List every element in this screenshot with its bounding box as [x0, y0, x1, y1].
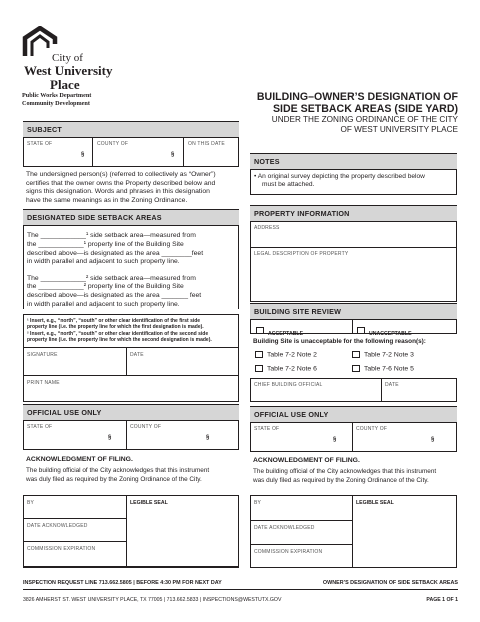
reason-option[interactable]: Table 7-2 Note 2 [255, 351, 317, 358]
designation-2: The ____________² side setback area—measured from the ____________² property line of the Building Site described above—is designated as the area _______ feet in width parallel and adjacent to such property line. [27, 274, 202, 308]
section-mark: § [171, 152, 175, 158]
section-mark: § [333, 437, 337, 443]
city-logo [22, 26, 117, 96]
designated-header: DESIGNATED SIDE SETBACK AREAS [23, 209, 239, 226]
right-column [250, 153, 457, 568]
section-mark: § [81, 152, 85, 158]
acceptable-option[interactable]: ACCEPTABLE [256, 322, 303, 340]
review-header: BUILDING SITE REVIEW [250, 303, 457, 320]
unacceptable-option[interactable]: UNACCEPTABLE [357, 322, 412, 340]
property-header: PROPERTY INFORMATION [250, 205, 457, 222]
footer-address: 3826 AMHERST ST. WEST UNIVERSITY PLACE, TX 77005 | 713.662.5833 | INSPECTIONS@WESTUTX.GOV [23, 597, 282, 603]
signature-row: SIGNATURE DATE [23, 348, 239, 376]
official-left-header: OFFICIAL USE ONLY [23, 404, 239, 421]
reason-checkbox[interactable] [255, 351, 263, 358]
subject-fields: STATE OF COUNTY OF ON THIS DATE § § [23, 138, 239, 167]
footer-bold-left: INSPECTION REQUEST LINE 713.662.5805 | BEFORE 4:30 PM FOR NEXT DAY [23, 580, 222, 586]
official-left-sign-block: BY LEGIBLE SEAL DATE ACKNOWLEDGED COMMISSION EXPIRATION [23, 495, 239, 567]
bullet: • [254, 173, 258, 180]
official-right-ack: ACKNOWLEDGMENT OF FILING. The building official of the City acknowledges that this instrument was duly filed as required by the Zoning Ordinance of the City. [253, 457, 437, 484]
left-column [23, 121, 239, 568]
review-accept-row [250, 320, 457, 337]
reason-option[interactable]: Table 7-2 Note 6 [255, 365, 317, 372]
official-left-ack: ACKNOWLEDGMENT OF FILING. The building official of the City acknowledges that this instrument was duly filed as required by the Zoning Ordinance of the City. [26, 456, 210, 483]
notes-header: NOTES [250, 153, 457, 170]
reasons: Building Site is unacceptable for the following reason(s): Table 7-2 Note 2 Table 7-2 Note 3 Table 7-2 Note 6 Table 7-6 Note 5 [253, 338, 426, 373]
designation-1: The ____________¹ side setback area—measured from the ____________¹ property line of the Building Site described above—is designated as the area ________feet in width parallel and adjacent to such property line. [27, 232, 204, 266]
reason-checkbox[interactable] [352, 351, 360, 358]
reason-option[interactable]: Table 7-2 Note 3 [352, 351, 414, 358]
logo-line2: West University [24, 63, 113, 78]
logo-line1: City of [52, 52, 83, 64]
reason-checkbox[interactable] [255, 365, 263, 372]
reason-option[interactable]: Table 7-6 Note 5 [352, 365, 414, 372]
chief-row: CHIEF BUILDING OFFICIAL DATE [250, 378, 457, 402]
notes-body: • An original survey depicting the property described below must be attached. [250, 170, 457, 195]
section-mark: § [431, 437, 435, 443]
logo-line3: Place [50, 77, 80, 92]
legal-description-field[interactable]: LEGAL DESCRIPTION OF PROPERTY [250, 248, 457, 302]
designated-body [23, 226, 239, 309]
footer-divider [23, 589, 458, 590]
page-title: BUILDING–OWNER’S DESIGNATION OF SIDE SETBACK AREAS (SIDE YARD) UNDER THE ZONING ORDINANCE OF THE CITY OF WEST UNIVERSITY PLACE [256, 91, 458, 134]
official-left-fields: STATE OF COUNTY OF § § [23, 421, 239, 450]
subject-header: SUBJECT [23, 121, 239, 138]
footer-bold-right: OWNER’S DESIGNATION OF SIDE SETBACK AREAS [322, 580, 458, 586]
reason-checkbox[interactable] [352, 365, 360, 372]
official-right-sign-block: BY LEGIBLE SEAL DATE ACKNOWLEDGED COMMISSION EXPIRATION [250, 495, 457, 568]
print-name-row: PRINT NAME [23, 376, 239, 402]
section-mark: § [108, 435, 112, 442]
address-field[interactable]: ADDRESS [250, 222, 457, 248]
section-mark: § [206, 435, 210, 442]
page-number: PAGE 1 OF 1 [426, 597, 458, 603]
subject-intro: The undersigned person(s) (referred to collectively as “Owner”) certifies that the owner owns the Property described below and signs this designation. Words and phrases in this designation have the same meanings as in the Zoning Ordinance. [26, 171, 216, 204]
department: Public Works Department Community Development [22, 92, 92, 107]
footnotes: ¹ Insert, e.g., “north”, “south” or other clear identification of the first side property line (i.e. the property line for which the first designation is made). ² Insert, e.g., “north”, “south” or other clear identification of the second side property line (i.e. the property line for which the second designation is made). [23, 314, 239, 348]
official-right-header: OFFICIAL USE ONLY [250, 406, 457, 423]
official-right-fields: STATE OF COUNTY OF § § [250, 423, 457, 452]
